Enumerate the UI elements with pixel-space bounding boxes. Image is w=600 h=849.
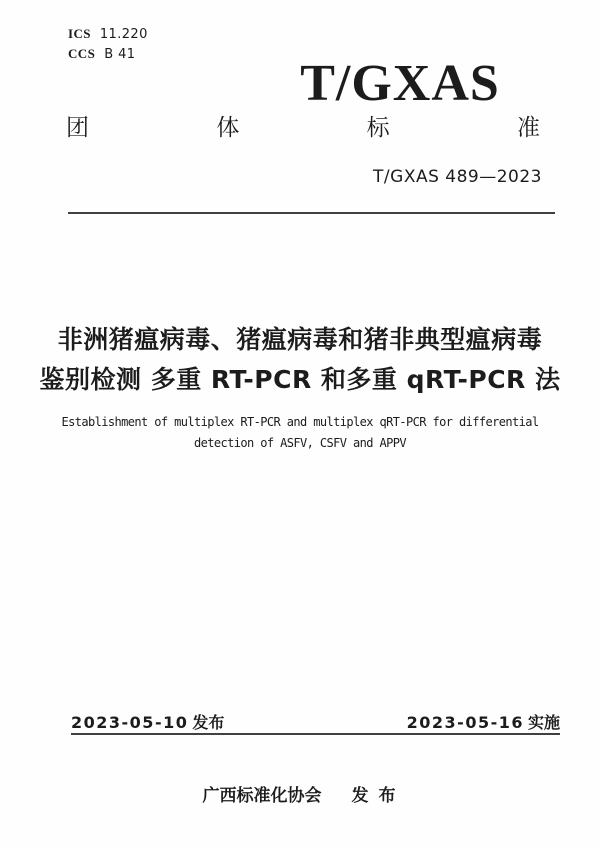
ics-value: 11.220 bbox=[99, 27, 148, 42]
ccs-code-line bbox=[68, 46, 135, 62]
doc-type-char-2: 体 bbox=[216, 115, 240, 141]
publisher-action: 发 布 bbox=[351, 786, 398, 806]
ics-label: ICS bbox=[68, 26, 91, 41]
footer-divider-rule bbox=[71, 733, 560, 735]
standard-number: T/GXAS 489—2023 bbox=[373, 167, 542, 187]
main-title bbox=[0, 320, 600, 400]
dates-row bbox=[71, 710, 560, 733]
doc-type-char-4: 准 bbox=[516, 115, 540, 141]
ccs-value: B 41 bbox=[104, 47, 136, 62]
doc-type-char-3: 标 bbox=[366, 115, 390, 141]
main-title-line-1: 非洲猪瘟病毒、猪瘟病毒和猪非典型瘟病毒 bbox=[57, 325, 543, 354]
doc-type-title bbox=[66, 116, 540, 141]
publisher-row bbox=[0, 781, 600, 806]
ccs-label: CCS bbox=[68, 46, 96, 61]
issue-date-value: 2023-05-10 bbox=[71, 713, 189, 732]
header-divider-rule bbox=[68, 212, 555, 214]
issue-date-label: 发布 bbox=[192, 713, 225, 732]
implementation-date-value: 2023-05-16 bbox=[406, 713, 524, 732]
society-logo-text: T/GXAS bbox=[300, 55, 500, 112]
doc-type-char-1: 团 bbox=[66, 115, 89, 141]
issue-date bbox=[71, 710, 224, 733]
implementation-date bbox=[407, 710, 560, 733]
implementation-date-label: 实施 bbox=[527, 713, 560, 732]
english-subtitle-line-2: detection of ASFV, CSFV and APPV bbox=[194, 436, 406, 450]
ics-code-line bbox=[68, 26, 148, 42]
main-title-line-2: 鉴别检测 多重 RT-PCR 和多重 qRT-PCR 法 bbox=[39, 365, 561, 394]
english-subtitle bbox=[0, 412, 600, 454]
publisher-name: 广西标准化协会 bbox=[202, 786, 322, 806]
english-subtitle-line-1: Establishment of multiplex RT-PCR and multiplex qRT-PCR for differential bbox=[61, 415, 539, 429]
